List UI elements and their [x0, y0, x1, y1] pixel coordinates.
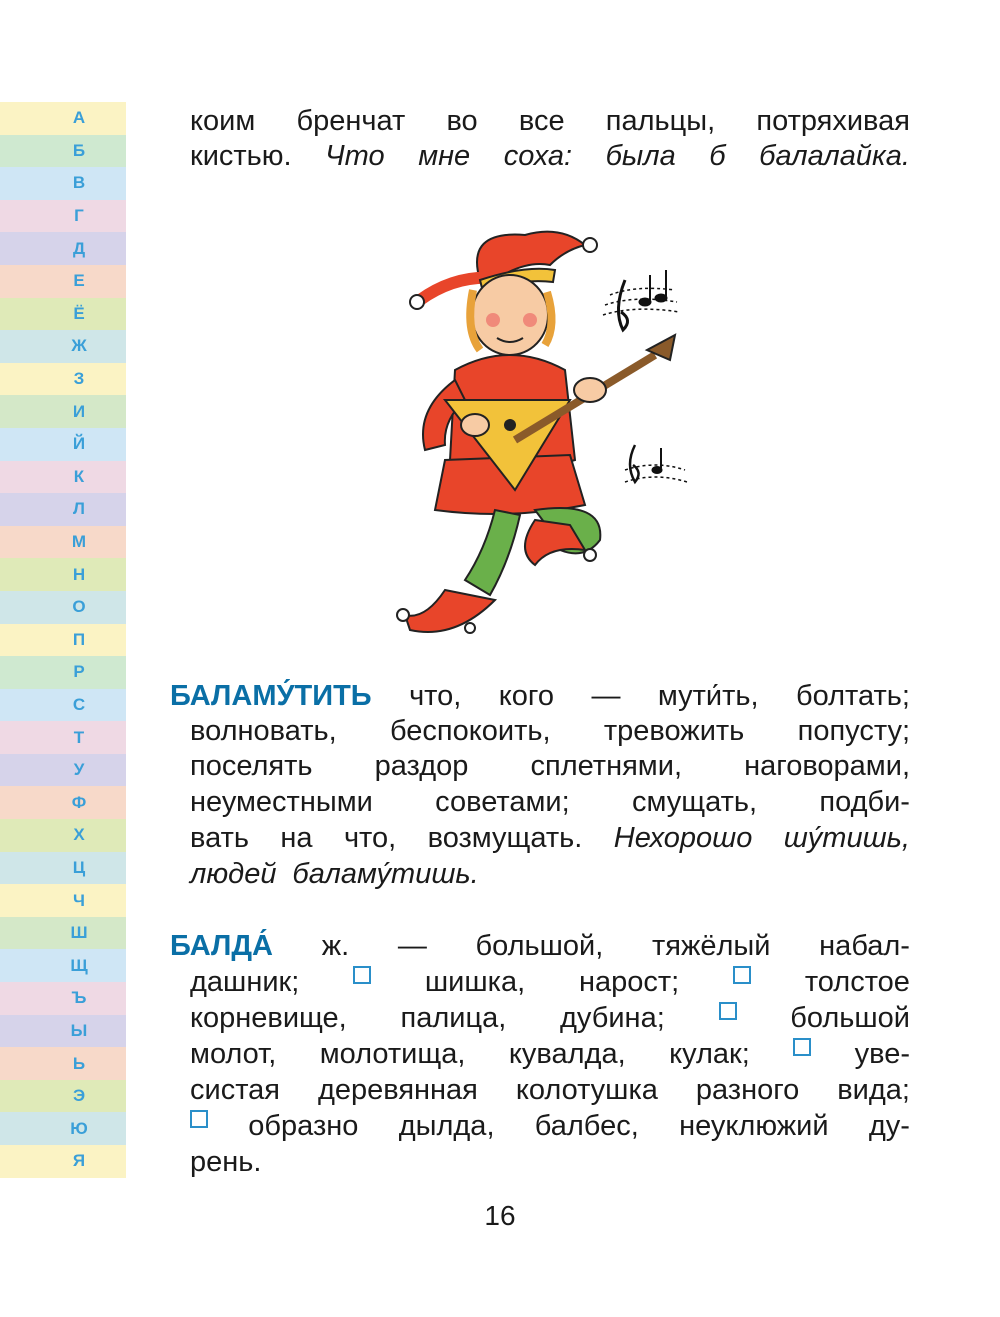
word: кого	[498, 680, 554, 712]
alphabet-letter[interactable]: Ь	[0, 1047, 126, 1080]
alphabet-letter[interactable]: У	[0, 754, 126, 787]
word: болтать;	[796, 680, 910, 712]
alphabet-letter[interactable]: Р	[0, 656, 126, 689]
word: сплетнями,	[530, 750, 683, 782]
entry-baramutit-line-4	[190, 786, 910, 819]
alphabet-letter[interactable]: А	[0, 102, 126, 135]
word: кувалда,	[508, 1038, 626, 1070]
alphabet-letter[interactable]: Й	[0, 428, 126, 461]
word: палица,	[400, 1002, 507, 1034]
example-word: соха:	[503, 140, 573, 172]
sense-marker-icon	[793, 1038, 811, 1056]
word: советами;	[435, 786, 570, 818]
word: коим	[190, 105, 256, 137]
word: кистью.	[190, 140, 292, 172]
word: деревянная	[317, 1074, 478, 1106]
alphabet-letter[interactable]: И	[0, 395, 126, 428]
alphabet-letter[interactable]: Щ	[0, 949, 126, 982]
word: дашник;	[190, 966, 300, 998]
entry-baramutit-line-5	[190, 822, 910, 855]
intro-line-1	[190, 105, 910, 138]
alphabet-letter[interactable]: Н	[0, 558, 126, 591]
word: потряхивая	[756, 105, 910, 137]
word: набал-	[819, 930, 910, 962]
word: балбес,	[534, 1110, 639, 1142]
alphabet-letter[interactable]: Ы	[0, 1015, 126, 1048]
alphabet-letter[interactable]: Ж	[0, 330, 126, 363]
sense-marker-icon	[353, 966, 371, 984]
alphabet-letter[interactable]: Б	[0, 135, 126, 168]
word: пальцы,	[605, 105, 716, 137]
entry-balda-line-2	[190, 966, 910, 999]
example-word: мне	[418, 140, 471, 172]
word: беспокоить,	[390, 715, 551, 747]
word: смущать,	[631, 786, 758, 818]
entry-balda-line-1	[170, 930, 910, 963]
example-word: была	[605, 140, 676, 172]
entry-baramutit-line-3	[190, 750, 910, 783]
word: наговорами,	[744, 750, 910, 782]
alphabet-letter[interactable]: Ю	[0, 1112, 126, 1145]
headword: БАЛДА́	[170, 930, 273, 962]
alphabet-letter[interactable]: О	[0, 591, 126, 624]
word: вать	[190, 822, 249, 854]
word: корневище,	[190, 1002, 347, 1034]
entry-balda-line-7	[190, 1146, 910, 1179]
word: все	[518, 105, 565, 137]
word: неуместными	[190, 786, 373, 818]
word: ду-	[868, 1110, 910, 1142]
word: нарост;	[578, 966, 680, 998]
example-word: людей	[190, 858, 277, 890]
word: ж.	[321, 930, 350, 962]
entry-balda-line-3	[190, 1002, 910, 1035]
alphabet-letter[interactable]: М	[0, 526, 126, 559]
word: молот,	[190, 1038, 277, 1070]
word: —	[591, 680, 621, 712]
word: попусту;	[797, 715, 910, 747]
alphabet-letter[interactable]: Ц	[0, 852, 126, 885]
entry-baramutit-line-2	[190, 715, 910, 748]
word: раздор	[374, 750, 469, 782]
alphabet-letter[interactable]: Ч	[0, 884, 126, 917]
word: что,	[409, 680, 462, 712]
word: колотушка	[515, 1074, 658, 1106]
page-number: 16	[484, 1200, 516, 1231]
word: тревожить	[603, 715, 745, 747]
word: —	[397, 930, 427, 962]
word: тяжёлый	[652, 930, 771, 962]
word: молотища,	[319, 1038, 466, 1070]
intro-line-2	[190, 140, 910, 173]
word: бренчат	[296, 105, 406, 137]
sense-marker-icon	[733, 966, 751, 984]
word: большой	[790, 1002, 910, 1034]
sense-marker-icon	[719, 1002, 737, 1020]
alphabet-letter[interactable]: Х	[0, 819, 126, 852]
alphabet-letter[interactable]: Я	[0, 1145, 126, 1178]
word: дылда,	[398, 1110, 495, 1142]
word: что,	[343, 822, 397, 854]
example-word: Нехорошо	[613, 822, 753, 854]
alphabet-letter[interactable]: Д	[0, 232, 126, 265]
word: подби-	[819, 786, 910, 818]
sense-marker-icon	[190, 1110, 208, 1128]
word: волновать,	[190, 715, 337, 747]
word: мути́ть,	[657, 680, 759, 712]
alphabet-letter[interactable]: Е	[0, 265, 126, 298]
word: толстое	[804, 966, 910, 998]
alphabet-letter[interactable]: Т	[0, 721, 126, 754]
example-word: шу́тишь,	[783, 822, 910, 854]
word: образно	[248, 1110, 359, 1142]
jester-balalaika-illustration	[385, 220, 705, 650]
alphabet-letter[interactable]: З	[0, 363, 126, 396]
alphabet-letter[interactable]: Ш	[0, 917, 126, 950]
entry-baramutit-line-6	[190, 858, 910, 891]
word: кулак;	[669, 1038, 750, 1070]
word: разного	[695, 1074, 800, 1106]
word: возмущать.	[427, 822, 583, 854]
example-word: Что	[325, 140, 385, 172]
alphabet-letter[interactable]: Ф	[0, 786, 126, 819]
alphabet-letter[interactable]: Г	[0, 200, 126, 233]
alphabet-letter[interactable]: Э	[0, 1080, 126, 1113]
alphabet-letter[interactable]: Ъ	[0, 982, 126, 1015]
word: уве-	[854, 1038, 910, 1070]
alphabet-index	[0, 102, 126, 1178]
word: большой,	[475, 930, 604, 962]
word: вида;	[837, 1074, 910, 1106]
word: шишка,	[424, 966, 526, 998]
word: во	[446, 105, 478, 137]
word: поселять	[190, 750, 313, 782]
word: на	[280, 822, 313, 854]
alphabet-letter[interactable]: В	[0, 167, 126, 200]
example-word: баламу́тишь.	[292, 858, 479, 890]
entry-balda-line-5	[190, 1074, 910, 1107]
example-word: б	[709, 140, 726, 172]
entry-balda-line-4	[190, 1038, 910, 1071]
entry-balda-line-6	[190, 1110, 910, 1143]
word: рень.	[190, 1146, 262, 1178]
word: дубина;	[560, 1002, 665, 1034]
headword: БАЛАМУ́ТИТЬ	[170, 680, 372, 712]
alphabet-letter[interactable]: Ё	[0, 298, 126, 331]
example-word: балалайка.	[759, 140, 910, 172]
alphabet-letter[interactable]: К	[0, 461, 126, 494]
entry-baramutit-line-1	[170, 680, 910, 713]
alphabet-letter[interactable]: С	[0, 689, 126, 722]
alphabet-letter[interactable]: П	[0, 624, 126, 657]
word: систая	[190, 1074, 280, 1106]
alphabet-letter[interactable]: Л	[0, 493, 126, 526]
word: неуклюжий	[679, 1110, 829, 1142]
